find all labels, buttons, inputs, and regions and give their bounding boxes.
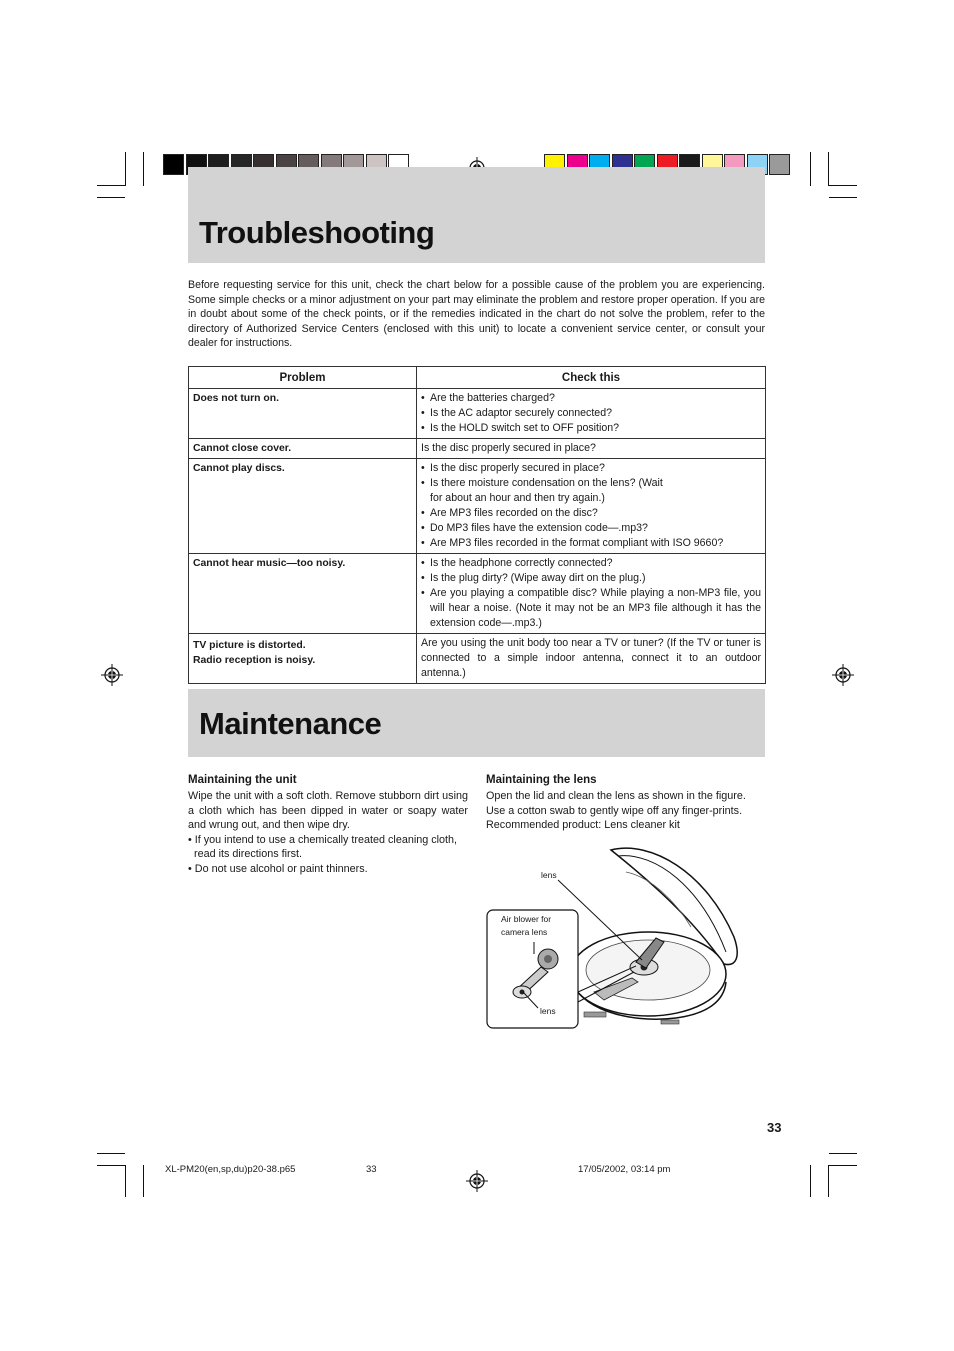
crop-mark bbox=[97, 197, 125, 198]
table-row bbox=[189, 459, 766, 554]
check-cell bbox=[417, 459, 766, 554]
crop-mark bbox=[829, 197, 857, 198]
crop-mark bbox=[810, 152, 811, 186]
check-cell: Is the disc properly secured in place? bbox=[417, 439, 766, 459]
check-item: • Is the headphone correctly connected? bbox=[421, 556, 761, 571]
problem-cell: Cannot play discs. bbox=[189, 459, 417, 554]
crop-mark bbox=[125, 1165, 126, 1197]
registration-mark-icon bbox=[101, 664, 123, 686]
table-row bbox=[189, 439, 766, 459]
problem-line: TV picture is distorted. bbox=[193, 640, 306, 651]
maintaining-unit-bullet: • If you intend to use a chemically treated cleaning cloth, read its directions first. bbox=[188, 833, 458, 860]
crop-mark bbox=[828, 1165, 829, 1197]
lens-cleaning-illustration bbox=[486, 842, 742, 1032]
table-row bbox=[189, 554, 766, 634]
footer-date: 17/05/2002, 03:14 pm bbox=[578, 1164, 671, 1175]
crop-mark bbox=[829, 1153, 857, 1154]
crop-mark bbox=[97, 1153, 125, 1154]
check-item: • Is there moisture condensation on the lens? (Wait for about an hour and then try again.) bbox=[421, 476, 761, 506]
figure-label-camera-lens: camera lens bbox=[501, 927, 548, 937]
check-cell bbox=[417, 554, 766, 634]
troubleshooting-table bbox=[188, 366, 766, 684]
problem-line: Radio reception is noisy. bbox=[193, 655, 316, 666]
column-header-problem: Problem bbox=[189, 367, 417, 389]
maintaining-unit-text bbox=[188, 789, 468, 876]
footer-filename: XL-PM20(en,sp,du)p20-38.p65 bbox=[165, 1164, 296, 1175]
maintaining-unit-bullet: • Do not use alcohol or paint thinners. bbox=[188, 862, 368, 875]
figure-label-lens: lens bbox=[540, 1006, 556, 1016]
check-item: • Is the AC adaptor securely connected? bbox=[421, 406, 761, 421]
problem-cell: Cannot close cover. bbox=[189, 439, 417, 459]
problem-cell: Does not turn on. bbox=[189, 389, 417, 439]
maintaining-lens-heading: Maintaining the lens bbox=[486, 774, 597, 786]
check-cell: Are you using the unit body too near a TV or tuner? (If the TV or tuner is connected to a simple indoor antenna, connect it to an outdoor antenna.) bbox=[417, 634, 766, 684]
check-item: • Is the HOLD switch set to OFF position? bbox=[421, 421, 761, 436]
maintaining-unit-heading: Maintaining the unit bbox=[188, 774, 297, 786]
crop-mark bbox=[97, 185, 125, 186]
crop-mark bbox=[143, 1165, 144, 1197]
check-item: • Are MP3 files recorded on the disc? bbox=[421, 506, 761, 521]
registration-mark-icon bbox=[832, 664, 854, 686]
column-header-check: Check this bbox=[417, 367, 766, 389]
check-item: • Are you playing a compatible disc? While playing a non-MP3 file, you will hear a noise. (Note it may not be an MP3 file although it has the extension code—.mp3.) bbox=[421, 586, 761, 631]
maintaining-lens-text: Open the lid and clean the lens as shown in the figure. Use a cotton swab to gently wipe off any finger-prints. Recommended product: Lens cleaner kit bbox=[486, 790, 746, 831]
problem-cell bbox=[189, 634, 417, 684]
check-item: • Are MP3 files recorded in the format compliant with ISO 9660? bbox=[421, 536, 761, 551]
maintenance-header-band bbox=[188, 689, 765, 757]
table-row bbox=[189, 634, 766, 684]
color-swatch bbox=[163, 154, 184, 175]
crop-mark bbox=[143, 152, 144, 186]
problem-cell: Cannot hear music—too noisy. bbox=[189, 554, 417, 634]
page-number: 33 bbox=[767, 1120, 782, 1135]
crop-mark bbox=[829, 185, 857, 186]
check-item: • Do MP3 files have the extension code—.mp3? bbox=[421, 521, 761, 536]
figure-label-air-blower: Air blower for bbox=[501, 914, 552, 924]
check-cell bbox=[417, 389, 766, 439]
check-item: • Is the plug dirty? (Wipe away dirt on the plug.) bbox=[421, 571, 761, 586]
maintaining-unit-paragraph: Wipe the unit with a soft cloth. Remove stubborn dirt using a cloth which has been dipped in water or soapy water and wrung out, and then wipe dry. bbox=[188, 790, 468, 831]
troubleshooting-header-band bbox=[188, 167, 765, 263]
color-swatch bbox=[769, 154, 790, 175]
check-item: • Is the disc properly secured in place? bbox=[421, 461, 761, 476]
figure-label-lens: lens bbox=[541, 870, 557, 880]
crop-mark bbox=[125, 152, 126, 186]
maintenance-title: Maintenance bbox=[199, 706, 382, 741]
table-header-row bbox=[189, 367, 766, 389]
footer-page: 33 bbox=[366, 1164, 377, 1175]
table-row bbox=[189, 389, 766, 439]
crop-mark bbox=[828, 152, 829, 186]
registration-mark-icon bbox=[466, 1170, 488, 1192]
troubleshooting-title: Troubleshooting bbox=[199, 215, 435, 250]
troubleshooting-intro: Before requesting service for this unit, check the chart below for a possible cause of the problem you are experiencing. Some simple checks or a minor adjustment on your part may eliminate the problem and restore proper operation. If you are in doubt about some of the check points, or if the remedies indicated in the chart do not solve the problem, refer to the directory of Authorized Service Centers (enclosed with this unit) to locate a convenient service center, or consult your dealer for instructions. bbox=[188, 279, 765, 350]
crop-mark bbox=[97, 1165, 125, 1166]
crop-mark bbox=[829, 1165, 857, 1166]
check-item: • Are the batteries charged? bbox=[421, 391, 761, 406]
crop-mark bbox=[810, 1165, 811, 1197]
